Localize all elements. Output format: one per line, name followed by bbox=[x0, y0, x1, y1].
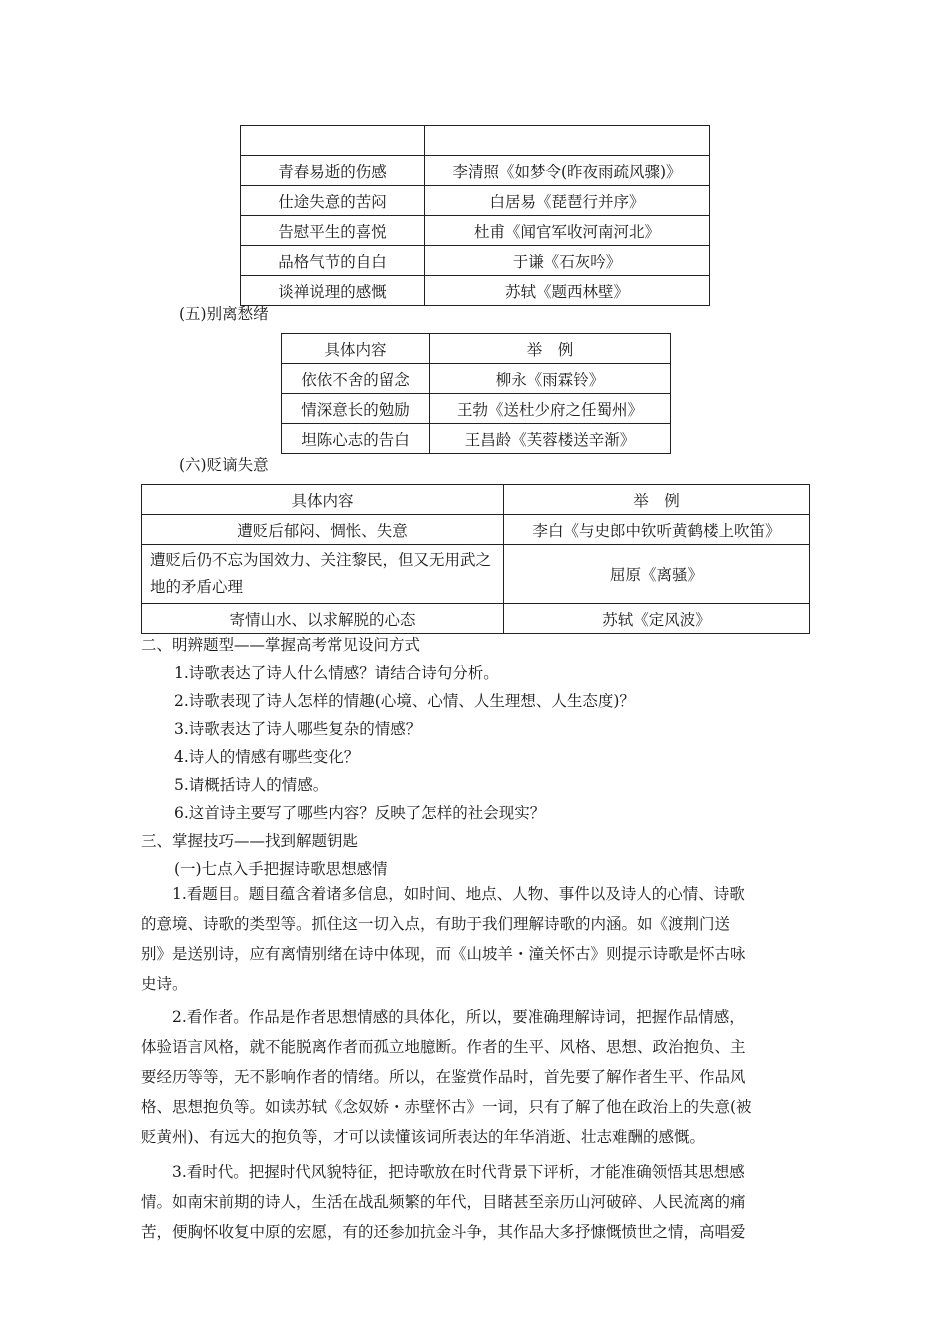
paragraph-line: 格、思想抱负等。如读苏轼《念奴娇・赤壁怀古》一词，只有了解了他在政治上的失意(被 bbox=[141, 1098, 752, 1116]
table-cell: 依依不舍的留念 bbox=[282, 364, 430, 394]
paragraph-line: 的意境、诗歌的类型等。抓住这一切入点，有助于我们理解诗歌的内涵。如《渡荆门送 bbox=[141, 915, 731, 933]
table-cell: 遭贬后郁闷、惆怅、失意 bbox=[142, 515, 504, 545]
table-cell: 于谦《石灰吟》 bbox=[425, 246, 710, 276]
table-header-cell: 具体内容 bbox=[282, 334, 430, 364]
paragraph-line: 别》是送别诗，应有离情别绪在诗中体现，而《山坡羊・潼关怀古》则提示诗歌是怀古咏 bbox=[141, 945, 746, 963]
table-cell: 坦陈心志的告白 bbox=[282, 424, 430, 454]
paragraph-title-tip bbox=[141, 879, 809, 999]
paragraph-line: 苦，便胸怀收复中原的宏愿，有的还参加抗金斗争，其作品大多抒慷慨愤世之情，高唱爱 bbox=[141, 1223, 746, 1241]
paragraph-line: 要经历等等，无不影响作者的情绪。所以，在鉴赏作品时，首先要了解作者生平、作品风 bbox=[141, 1068, 746, 1086]
table-themes bbox=[240, 125, 710, 306]
paragraph-line: 史诗。 bbox=[141, 975, 188, 993]
table-cell: 谈禅说理的感慨 bbox=[241, 276, 425, 306]
part3-heading: 三、掌握技巧——找到解题钥匙 bbox=[141, 832, 359, 850]
table-cell: 苏轼《定风波》 bbox=[504, 604, 810, 634]
question-item: 5.请概括诗人的情感。 bbox=[174, 776, 329, 794]
table-cell: 王昌龄《芙蓉楼送辛渐》 bbox=[430, 424, 671, 454]
part3-subheading: (一)七点入手把握诗歌思想感情 bbox=[174, 860, 388, 878]
question-item: 6.这首诗主要写了哪些内容？反映了怎样的社会现实？ bbox=[174, 804, 546, 822]
table-row bbox=[282, 394, 671, 424]
table-header-row bbox=[241, 126, 710, 156]
table-row bbox=[142, 515, 810, 545]
table-row bbox=[142, 545, 810, 604]
table-cell: 苏轼《题西林壁》 bbox=[425, 276, 710, 306]
table-cell bbox=[425, 126, 710, 156]
table-cell: 柳永《雨霖铃》 bbox=[430, 364, 671, 394]
table-header-cell: 举 例 bbox=[430, 334, 671, 364]
table-row bbox=[241, 276, 710, 306]
question-item: 2.诗歌表现了诗人怎样的情趣(心境、心情、人生理想、人生态度)？ bbox=[174, 692, 635, 710]
paragraph-line: 1.看题目。题目蕴含着诸多信息，如时间、地点、人物、事件以及诗人的心情、诗歌 bbox=[141, 885, 745, 903]
paragraph-line: 体验语言风格，就不能脱离作者而孤立地臆断。作者的生平、风格、思想、政治抱负、主 bbox=[141, 1038, 746, 1056]
section-title-exile: (六)贬谪失意 bbox=[179, 456, 269, 474]
paragraph-era-tip bbox=[141, 1157, 809, 1247]
table-cell: 寄情山水、以求解脱的心态 bbox=[142, 604, 504, 634]
part2-heading: 二、明辨题型——掌握高考常见设问方式 bbox=[141, 636, 421, 654]
table-header-row bbox=[142, 485, 810, 515]
paragraph-line: 情。如南宋前期的诗人，生活在战乱频繁的年代，目睹甚至亲历山河破碎、人民流离的痛 bbox=[141, 1193, 746, 1211]
table-cell bbox=[241, 126, 425, 156]
question-item: 4.诗人的情感有哪些变化？ bbox=[174, 748, 360, 766]
table-row bbox=[241, 156, 710, 186]
table-row bbox=[282, 364, 671, 394]
question-item: 1.诗歌表达了诗人什么情感？请结合诗句分析。 bbox=[174, 664, 499, 682]
table-header-cell: 举 例 bbox=[504, 485, 810, 515]
table-cell: 遭贬后仍不忘为国效力、关注黎民，但又无用武之地的矛盾心理 bbox=[142, 545, 504, 604]
table-row bbox=[142, 604, 810, 634]
table-cell: 仕途失意的苦闷 bbox=[241, 186, 425, 216]
table-cell: 杜甫《闻官军收河南河北》 bbox=[425, 216, 710, 246]
table-cell: 王勃《送杜少府之任蜀州》 bbox=[430, 394, 671, 424]
paragraph-line: 3.看时代。把握时代风貌特征，把诗歌放在时代背景下评析，才能准确领悟其思想感 bbox=[141, 1163, 745, 1181]
table-row bbox=[241, 186, 710, 216]
paragraph-line: 贬黄州)、有远大的抱负等，才可以读懂该词所表达的年华消逝、壮志难酬的感慨。 bbox=[141, 1128, 706, 1146]
table-row bbox=[282, 424, 671, 454]
table-cell: 屈原《离骚》 bbox=[504, 545, 810, 604]
table-cell: 李白《与史郎中钦听黄鹤楼上吹笛》 bbox=[504, 515, 810, 545]
table-header-cell: 具体内容 bbox=[142, 485, 504, 515]
paragraph-line: 2.看作者。作品是作者思想情感的具体化，所以，要准确理解诗词，把握作品情感， bbox=[141, 1008, 745, 1026]
table-row bbox=[241, 246, 710, 276]
table-cell: 李清照《如梦令(昨夜雨疏风骤)》 bbox=[425, 156, 710, 186]
table-header-row bbox=[282, 334, 671, 364]
table-cell: 告慰平生的喜悦 bbox=[241, 216, 425, 246]
paragraph-author-tip bbox=[141, 1002, 809, 1152]
question-item: 3.诗歌表达了诗人哪些复杂的情感？ bbox=[174, 720, 422, 738]
table-cell: 情深意长的勉励 bbox=[282, 394, 430, 424]
table-row bbox=[241, 216, 710, 246]
table-parting bbox=[281, 333, 671, 454]
table-cell: 青春易逝的伤感 bbox=[241, 156, 425, 186]
table-cell: 品格气节的自白 bbox=[241, 246, 425, 276]
section-title-parting: (五)别离愁绪 bbox=[179, 305, 269, 323]
table-cell: 白居易《琵琶行并序》 bbox=[425, 186, 710, 216]
table-exile bbox=[141, 484, 810, 634]
